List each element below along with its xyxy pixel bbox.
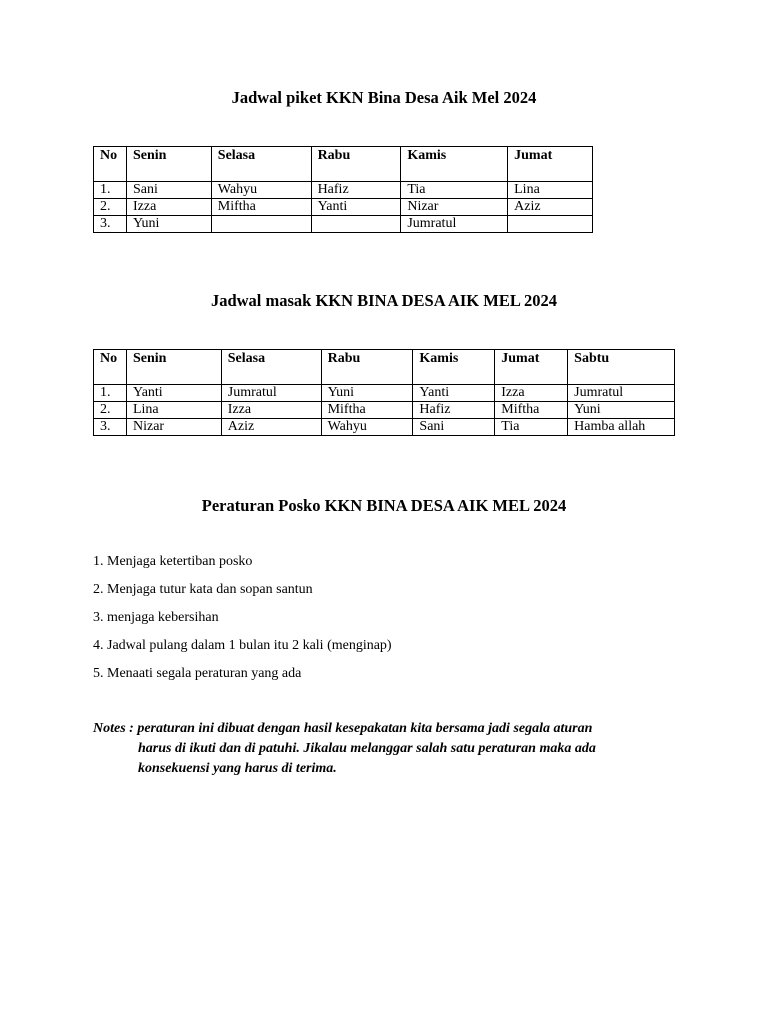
notes-line-2: harus di ikuti dan di patuhi. Jikalau melanggar salah satu peraturan maka ada <box>138 741 596 756</box>
masak-header-kamis: Kamis <box>413 350 495 385</box>
table-cell: Jumratul <box>401 216 508 233</box>
table-cell: Sani <box>126 182 211 199</box>
table-cell: Yanti <box>126 385 221 402</box>
piket-header-jumat: Jumat <box>508 147 593 182</box>
table-cell: Miftha <box>495 402 568 419</box>
table-cell <box>211 216 311 233</box>
list-item: 1. Menjaga ketertiban posko <box>93 554 253 569</box>
table-cell: Lina <box>508 182 593 199</box>
table-cell: Tia <box>401 182 508 199</box>
table-cell: Yuni <box>321 385 413 402</box>
masak-header-senin: Senin <box>126 350 221 385</box>
table-cell: Jumratul <box>221 385 321 402</box>
table-row <box>94 385 675 402</box>
table-cell: Nizar <box>401 199 508 216</box>
masak-header-no: No <box>94 350 127 385</box>
table-cell: Aziz <box>221 419 321 436</box>
list-item: 4. Jadwal pulang dalam 1 bulan itu 2 kali (menginap) <box>93 638 392 653</box>
table-cell: Izza <box>495 385 568 402</box>
table-cell: Hafiz <box>311 182 401 199</box>
table-cell: Yanti <box>413 385 495 402</box>
piket-header-no: No <box>94 147 127 182</box>
table-cell: Miftha <box>321 402 413 419</box>
table-cell: Izza <box>221 402 321 419</box>
piket-title: Jadwal piket KKN Bina Desa Aik Mel 2024 <box>231 88 537 107</box>
list-item: 2. Menjaga tutur kata dan sopan santun <box>93 582 313 597</box>
masak-header-row <box>94 350 675 385</box>
table-cell: Yuni <box>126 216 211 233</box>
table-cell: Tia <box>495 419 568 436</box>
peraturan-title: Peraturan Posko KKN BINA DESA AIK MEL 2024 <box>201 496 567 515</box>
masak-header-selasa: Selasa <box>221 350 321 385</box>
table-cell: Aziz <box>508 199 593 216</box>
rules-list <box>93 553 392 693</box>
table-cell: Nizar <box>126 419 221 436</box>
table-cell: Lina <box>126 402 221 419</box>
table-cell: Hafiz <box>413 402 495 419</box>
piket-header-row <box>94 147 593 182</box>
piket-header-kamis: Kamis <box>401 147 508 182</box>
table-cell <box>311 216 401 233</box>
table-row <box>94 402 675 419</box>
notes-paragraph <box>93 719 663 779</box>
table-cell: Wahyu <box>321 419 413 436</box>
masak-table <box>93 349 675 436</box>
piket-header-selasa: Selasa <box>211 147 311 182</box>
table-cell: Jumratul <box>568 385 675 402</box>
table-row <box>94 216 593 233</box>
table-cell: Yanti <box>311 199 401 216</box>
table-cell: 3. <box>94 419 127 436</box>
table-cell: Yuni <box>568 402 675 419</box>
masak-header-sabtu: Sabtu <box>568 350 675 385</box>
table-cell: 1. <box>94 385 127 402</box>
notes-line-1: Notes : peraturan ini dibuat dengan hasil kesepakatan kita bersama jadi segala aturan <box>93 721 593 736</box>
piket-header-rabu: Rabu <box>311 147 401 182</box>
table-cell: 2. <box>94 402 127 419</box>
notes-line-3: konsekuensi yang harus di terima. <box>138 761 337 776</box>
table-cell: 2. <box>94 199 127 216</box>
masak-title: Jadwal masak KKN BINA DESA AIK MEL 2024 <box>210 291 558 310</box>
list-item: 5. Menaati segala peraturan yang ada <box>93 666 302 681</box>
table-cell: Wahyu <box>211 182 311 199</box>
table-row <box>94 419 675 436</box>
table-row <box>94 199 593 216</box>
table-cell <box>508 216 593 233</box>
table-cell: Miftha <box>211 199 311 216</box>
table-cell: 1. <box>94 182 127 199</box>
table-cell: Izza <box>126 199 211 216</box>
piket-table <box>93 146 593 233</box>
masak-header-jumat: Jumat <box>495 350 568 385</box>
piket-header-senin: Senin <box>126 147 211 182</box>
table-cell: Hamba allah <box>568 419 675 436</box>
list-item: 3. menjaga kebersihan <box>93 610 219 625</box>
table-cell: 3. <box>94 216 127 233</box>
masak-header-rabu: Rabu <box>321 350 413 385</box>
table-row <box>94 182 593 199</box>
table-cell: Sani <box>413 419 495 436</box>
